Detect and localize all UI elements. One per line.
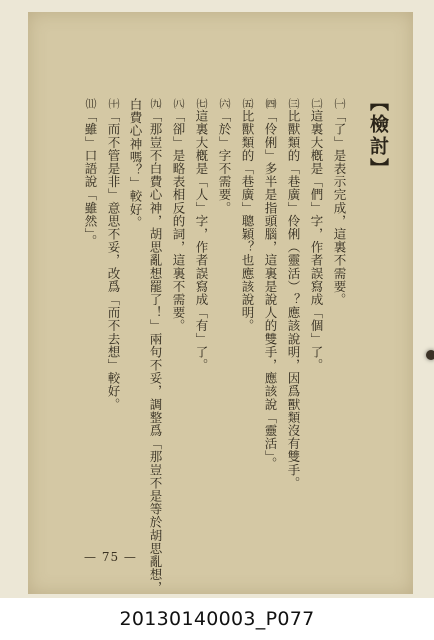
- review-item-3: ㈢比獸類的「巷廣」伶俐（靈活）？應該說明，因爲獸類沒有雙手。: [286, 98, 301, 490]
- review-item-10: ㈩「而不管是非」意思不妥，改爲「而不去想」較好。: [106, 98, 121, 411]
- review-items: [28, 98, 413, 595]
- page-number: — 75 —: [84, 550, 137, 564]
- review-item-7: ㈦這裏大槪是「人」字，作者誤寫成「有」了。: [194, 98, 209, 372]
- review-item-9-continuation: 白費心神嗎？」較好。: [128, 98, 143, 229]
- review-item-9: ㈨「那豈不白費心神，胡思亂想罷了！」兩句不妥，調整爲「那豈不是等於胡思亂想，: [148, 98, 163, 595]
- section-header: 【檢討】: [367, 92, 389, 180]
- review-item-8: ㈧「卻」是略表相反的詞，這裏不需要。: [171, 98, 186, 333]
- binding-hole: [426, 350, 434, 360]
- review-item-6: ㈥「於」字不需要。: [217, 98, 232, 215]
- review-item-2: ㈡這裏大槪是「們」字，作者誤寫成「個」了。: [309, 98, 324, 372]
- review-item-11: ⑾「雖」口語說「雖然」。: [83, 98, 98, 248]
- review-item-5: ㈤比獸類的「巷廣」聰穎？也應該說明。: [240, 98, 255, 333]
- image-caption: 20130140003_P077: [119, 608, 315, 630]
- review-item-1: ㈠「了」是表示完成，這裏不需要。: [332, 98, 347, 307]
- document-page: [28, 12, 413, 594]
- review-item-4: ㈣「伶俐」多半是指頭腦，這裏是說人的雙手，應該說「靈活」。: [263, 98, 278, 471]
